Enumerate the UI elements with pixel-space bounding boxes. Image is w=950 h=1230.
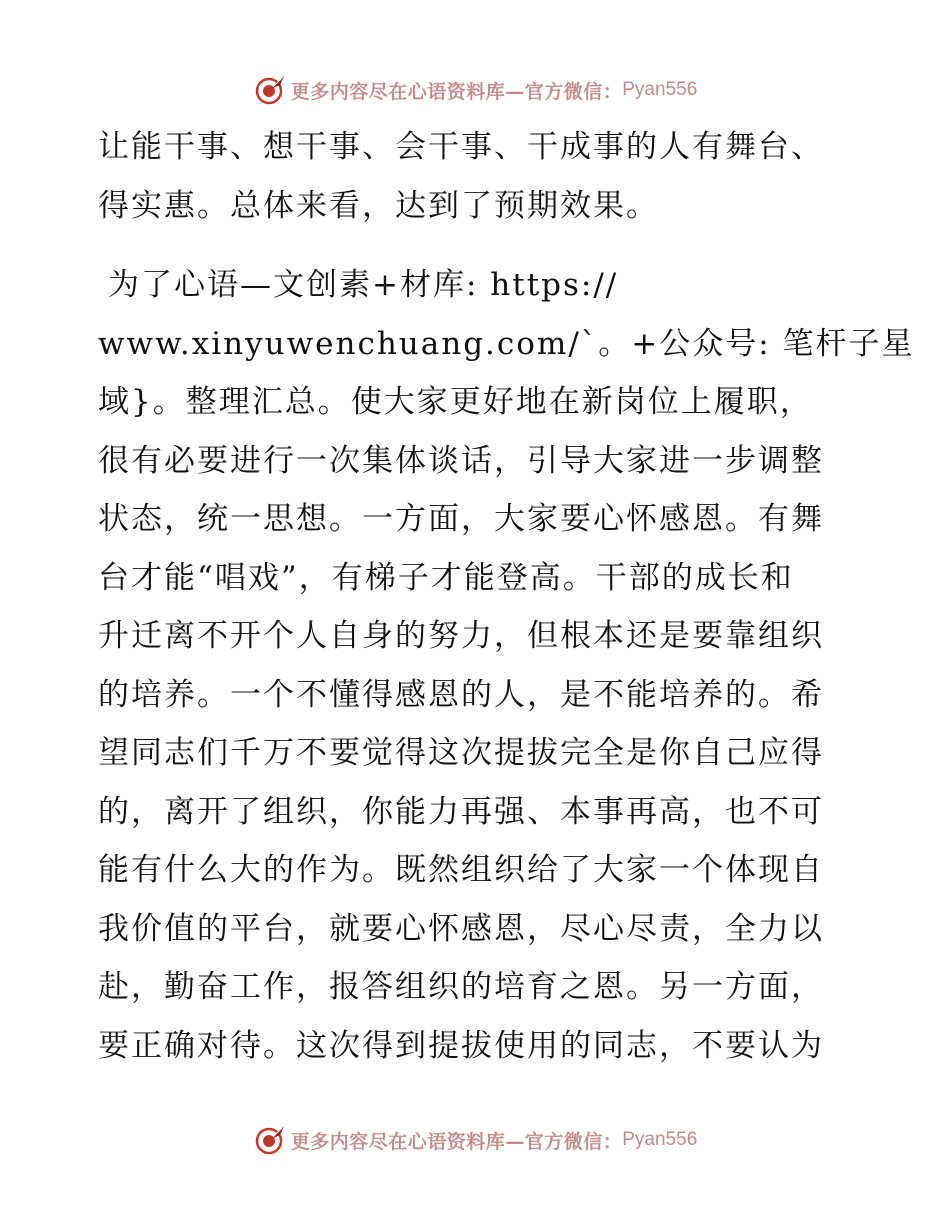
body-line: 状态，统一思想。一方面，大家要心怀感恩。有舞 (98, 501, 824, 537)
body-line: 要正确对待。这次得到提拔使用的同志，不要认为 (98, 1027, 824, 1064)
document-body (98, 118, 915, 1075)
body-line: 域}。整理汇总。使大家更好地在新岗位上履职， (98, 384, 813, 420)
footer-watermark-text: 更多内容尽在心语资料库—官方微信： (290, 1130, 623, 1153)
body-line: 望同志们千万不要觉得这次提拔完全是你自己应得 (98, 735, 824, 771)
body-line: 我价值的平台，就要心怀感恩，尽心尽责，全力以 (98, 910, 824, 947)
footer-watermark (0, 1120, 950, 1160)
body-line: 赴，勤奋工作，报答组织的培育之恩。另一方面， (98, 969, 824, 1005)
body-line: 很有必要进行一次集体谈话，引导大家进一步调整 (98, 442, 824, 479)
body-line: 能有什么大的作为。既然组织给了大家一个体现自 (98, 852, 824, 888)
header-watermark-text: 更多内容尽在心语资料库—官方微信： (290, 80, 623, 103)
body-line: 的，离开了组织，你能力再强、本事再高，也不可 (98, 793, 824, 830)
header-watermark-handle: Pyan556 (622, 79, 698, 100)
quill-seal-icon (253, 1123, 287, 1157)
quill-seal-icon (253, 73, 287, 107)
body-line: 的培养。一个不懂得感恩的人，是不能培养的。希 (98, 676, 824, 713)
body-line: 台才能“唱戏”，有梯子才能登高。干部的成长和 (98, 559, 794, 596)
body-line: 让能干事、想干事、会干事、干成事的人有舞台、 (98, 129, 824, 165)
body-line: www.xinyuwenchuang.com/`。+公众号: 笔杆子星 (98, 325, 915, 362)
header-watermark (0, 70, 950, 110)
body-line: 为了心语—文创素+材库: https:// (108, 267, 619, 303)
footer-watermark-handle: Pyan556 (622, 1129, 698, 1150)
body-line: 得实惠。总体来看，达到了预期效果。 (98, 187, 659, 224)
body-line: 升迁离不开个人自身的努力，但根本还是要靠组织 (98, 618, 824, 654)
